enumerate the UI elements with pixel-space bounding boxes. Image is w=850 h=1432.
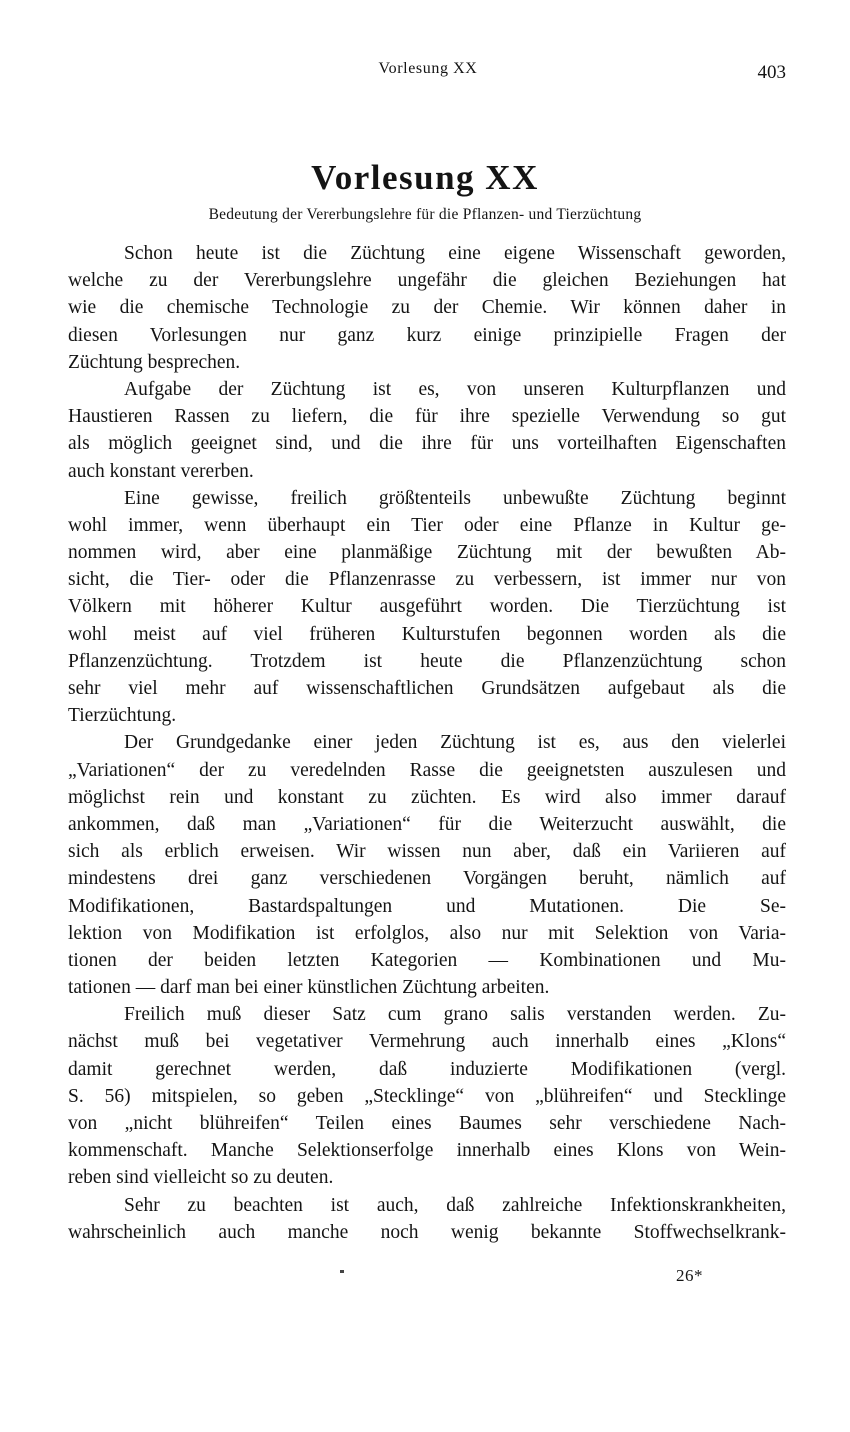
text-line: Völkern mit höherer Kultur ausgeführt worden. Die Tierzüchtung ist [68, 596, 786, 618]
body-text [68, 240, 786, 1246]
text-line: nommen wird, aber eine planmäßige Züchtung mit der bewußten Ab- [68, 542, 786, 564]
text-line: S. 56) mitspielen, so geben „Stecklinge“ von „blühreifen“ und Stecklinge [68, 1085, 786, 1107]
text-line: „Variationen“ der zu veredelnden Rasse die geeignetsten auszulesen und [68, 759, 786, 781]
text-line: kommenschaft. Manche Selektionserfolge innerhalb eines Klons von Wein- [68, 1140, 786, 1162]
text-line: Der Grundgedanke einer jeden Züchtung ist es, aus den vielerlei [124, 732, 786, 754]
text-line: damit gerechnet werden, daß induzierte Modifikationen (vergl. [68, 1058, 786, 1080]
text-line: Aufgabe der Züchtung ist es, von unseren Kulturpflanzen und [124, 378, 786, 400]
text-line: Züchtung besprechen. [68, 351, 241, 373]
text-line: sehr viel mehr auf wissenschaftlichen Grundsätzen aufgebaut als die [68, 678, 786, 699]
running-title: Vorlesung XX [378, 60, 478, 77]
text-line: sicht, die Tier- oder die Pflanzenrasse zu verbessern, ist immer nur von [68, 569, 786, 591]
text-line: wie die chemische Technologie zu der Chemie. Wir können daher in [68, 297, 786, 319]
text-line: Freilich muß dieser Satz cum grano salis verstanden werden. Zu- [124, 1004, 786, 1026]
text-line: von „nicht blühreifen“ Teilen eines Baumes sehr verschiedene Nach- [68, 1113, 786, 1134]
text-line: lektion von Modifikation ist erfolglos, also nur mit Selektion von Varia- [68, 922, 786, 944]
print-speck [340, 1270, 344, 1273]
text-line: auch konstant vererben. [68, 460, 254, 482]
text-line: sich als erblich erweisen. Wir wissen nun aber, daß ein Variieren auf [68, 841, 786, 863]
text-line: wahrscheinlich auch manche noch wenig bekannte Stoffwechselkrank- [68, 1221, 786, 1243]
text-line: Modifikationen, Bastardspaltungen und Mutationen. Die Se- [68, 895, 786, 917]
text-line: diesen Vorlesungen nur ganz kurz einige prinzipielle Fragen der [68, 324, 786, 346]
text-line: Pflanzenzüchtung. Trotzdem ist heute die Pflanzenzüchtung schon [68, 650, 786, 672]
text-line: ankommen, daß man „Variationen“ für die Weiterzucht auswählt, die [68, 813, 786, 835]
text-line: tionen der beiden letzten Kategorien — Kombinationen und Mu- [68, 949, 786, 971]
sheet-signature: 26* [676, 1266, 703, 1285]
text-line: welche zu der Vererbungslehre ungefähr die gleichen Beziehungen hat [68, 270, 786, 292]
text-line: Eine gewisse, freilich größtenteils unbewußte Züchtung beginnt [124, 487, 786, 509]
running-head [70, 60, 786, 88]
text-line: wohl immer, wenn überhaupt ein Tier oder eine Pflanze in Kultur ge- [68, 514, 786, 536]
chapter-subtitle: Bedeutung der Vererbungslehre für die Pflanzen- und Tierzüchtung [208, 206, 642, 223]
text-line: Sehr zu beachten ist auch, daß zahlreiche Infektionskrankheiten, [124, 1194, 786, 1216]
text-line: Haustieren Rassen zu liefern, die für ihre spezielle Verwendung so gut [68, 406, 786, 428]
text-line: Schon heute ist die Züchtung eine eigene Wissenschaft geworden, [124, 243, 786, 264]
text-line: reben sind vielleicht so zu deuten. [68, 1167, 334, 1189]
text-line: wohl meist auf viel früheren Kulturstufen begonnen worden als die [68, 623, 786, 645]
text-line: als möglich geeignet sind, und die ihre für uns vorteilhaften Eigenschaften [68, 433, 786, 455]
text-line: Tierzüchtung. [68, 705, 177, 727]
text-line: möglichst rein und konstant zu züchten. Es wird also immer darauf [68, 786, 786, 808]
text-line: nächst muß bei vegetativer Vermehrung auch innerhalb eines „Klons“ [68, 1031, 786, 1053]
chapter-title: Vorlesung XX [311, 158, 539, 197]
text-line: mindestens drei ganz verschiedenen Vorgängen beruht, nämlich auf [68, 868, 786, 890]
page-number: 403 [757, 62, 786, 83]
text-line: tationen — darf man bei einer künstlichen Züchtung arbeiten. [68, 977, 550, 999]
